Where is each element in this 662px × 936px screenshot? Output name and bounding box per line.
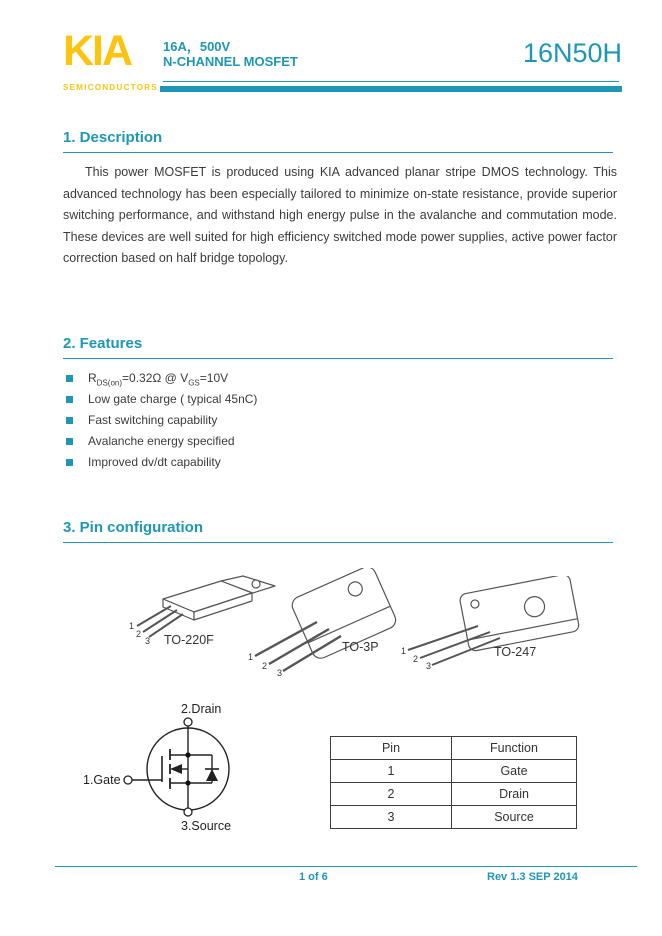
header-accent-bar (160, 86, 622, 92)
description-paragraph: This power MOSFET is produced using KIA advanced planar stripe DMOS technology. This advanced technology has been especially tailored to minimize on-state resistance, provide superior switching performance, and withstand high energy pulse in the avalanche and commutation mode. These devices are well suited for high efficiency switched mode power supplies, active power factor correction based on half bridge topology. (63, 165, 617, 265)
section-rule (63, 358, 613, 359)
kia-logo: KIA (63, 27, 132, 75)
bullet-square-icon (66, 417, 73, 424)
table-header-row (331, 737, 577, 760)
pin-cell: 3 (331, 806, 452, 829)
feature-text (88, 371, 228, 387)
feature-item-rds (63, 371, 483, 392)
header-hairline (163, 81, 619, 82)
table-header-function: Function (452, 737, 577, 760)
table-header-pin: Pin (331, 737, 452, 760)
bullet-square-icon (66, 396, 73, 403)
package-label-to247: TO-247 (494, 645, 537, 659)
pin-number: 1 (248, 652, 254, 662)
footer-rule (55, 866, 637, 867)
pin-cell: 2 (331, 783, 452, 806)
vgs-subscript: GS (188, 378, 200, 388)
symbol-drain-label: 2.Drain (181, 702, 222, 716)
package-label-to3p: TO-3P (342, 640, 379, 654)
feature-item (63, 455, 483, 476)
section-rule (63, 152, 613, 153)
feature-text: Fast switching capability (88, 413, 218, 427)
pin-number: 2 (136, 629, 142, 639)
feature-text: Improved dv/dt capability (88, 455, 221, 469)
pin-cell: 1 (331, 760, 452, 783)
section-heading-description: 1. Description (63, 129, 163, 146)
feature-item (63, 434, 483, 455)
function-cell: Drain (452, 783, 577, 806)
table-row (331, 806, 577, 829)
header-device-type: N-CHANNEL MOSFET (163, 54, 298, 69)
feature-text: Low gate charge ( typical 45nC) (88, 392, 258, 406)
pin-number: 1 (401, 646, 407, 656)
pin-function-table (330, 736, 577, 829)
table-row (331, 760, 577, 783)
mosfet-symbol-diagram (75, 700, 235, 840)
function-cell: Source (452, 806, 577, 829)
footer-page-number: 1 of 6 (299, 871, 328, 883)
function-cell: Gate (452, 760, 577, 783)
pin-number: 2 (413, 654, 419, 664)
pin-number: 3 (426, 661, 432, 671)
section-rule (63, 542, 613, 543)
section-heading-features: 2. Features (63, 335, 143, 352)
package-label-to220f: TO-220F (164, 633, 214, 647)
footer-revision: Rev 1.3 SEP 2014 (487, 871, 578, 883)
section-heading-pin-configuration: 3. Pin configuration (63, 519, 204, 536)
rds-value: =0.32Ω @ V (122, 371, 189, 385)
feature-item (63, 392, 483, 413)
bullet-square-icon (66, 459, 73, 466)
rds-symbol: R (88, 371, 97, 385)
symbol-source-label: 3.Source (181, 819, 232, 833)
rds-subscript: DS(on) (96, 378, 123, 388)
pin-number: 2 (262, 661, 268, 671)
pin-number: 3 (145, 636, 151, 646)
to-3p-package-drawing (243, 568, 413, 678)
part-number: 16N50H (522, 38, 622, 68)
table-row (331, 783, 577, 806)
feature-text: Avalanche energy specified (88, 434, 235, 448)
bullet-square-icon (66, 375, 73, 382)
pin-number: 3 (277, 668, 283, 678)
pin-number: 1 (129, 621, 135, 631)
header-rating: 16A，500V (163, 39, 231, 54)
kia-logo-subtitle: SEMICONDUCTORS (63, 83, 158, 92)
symbol-gate-label: 1.Gate (83, 773, 121, 787)
feature-item (63, 413, 483, 434)
bullet-square-icon (66, 438, 73, 445)
vgs-value: =10V (199, 371, 229, 385)
